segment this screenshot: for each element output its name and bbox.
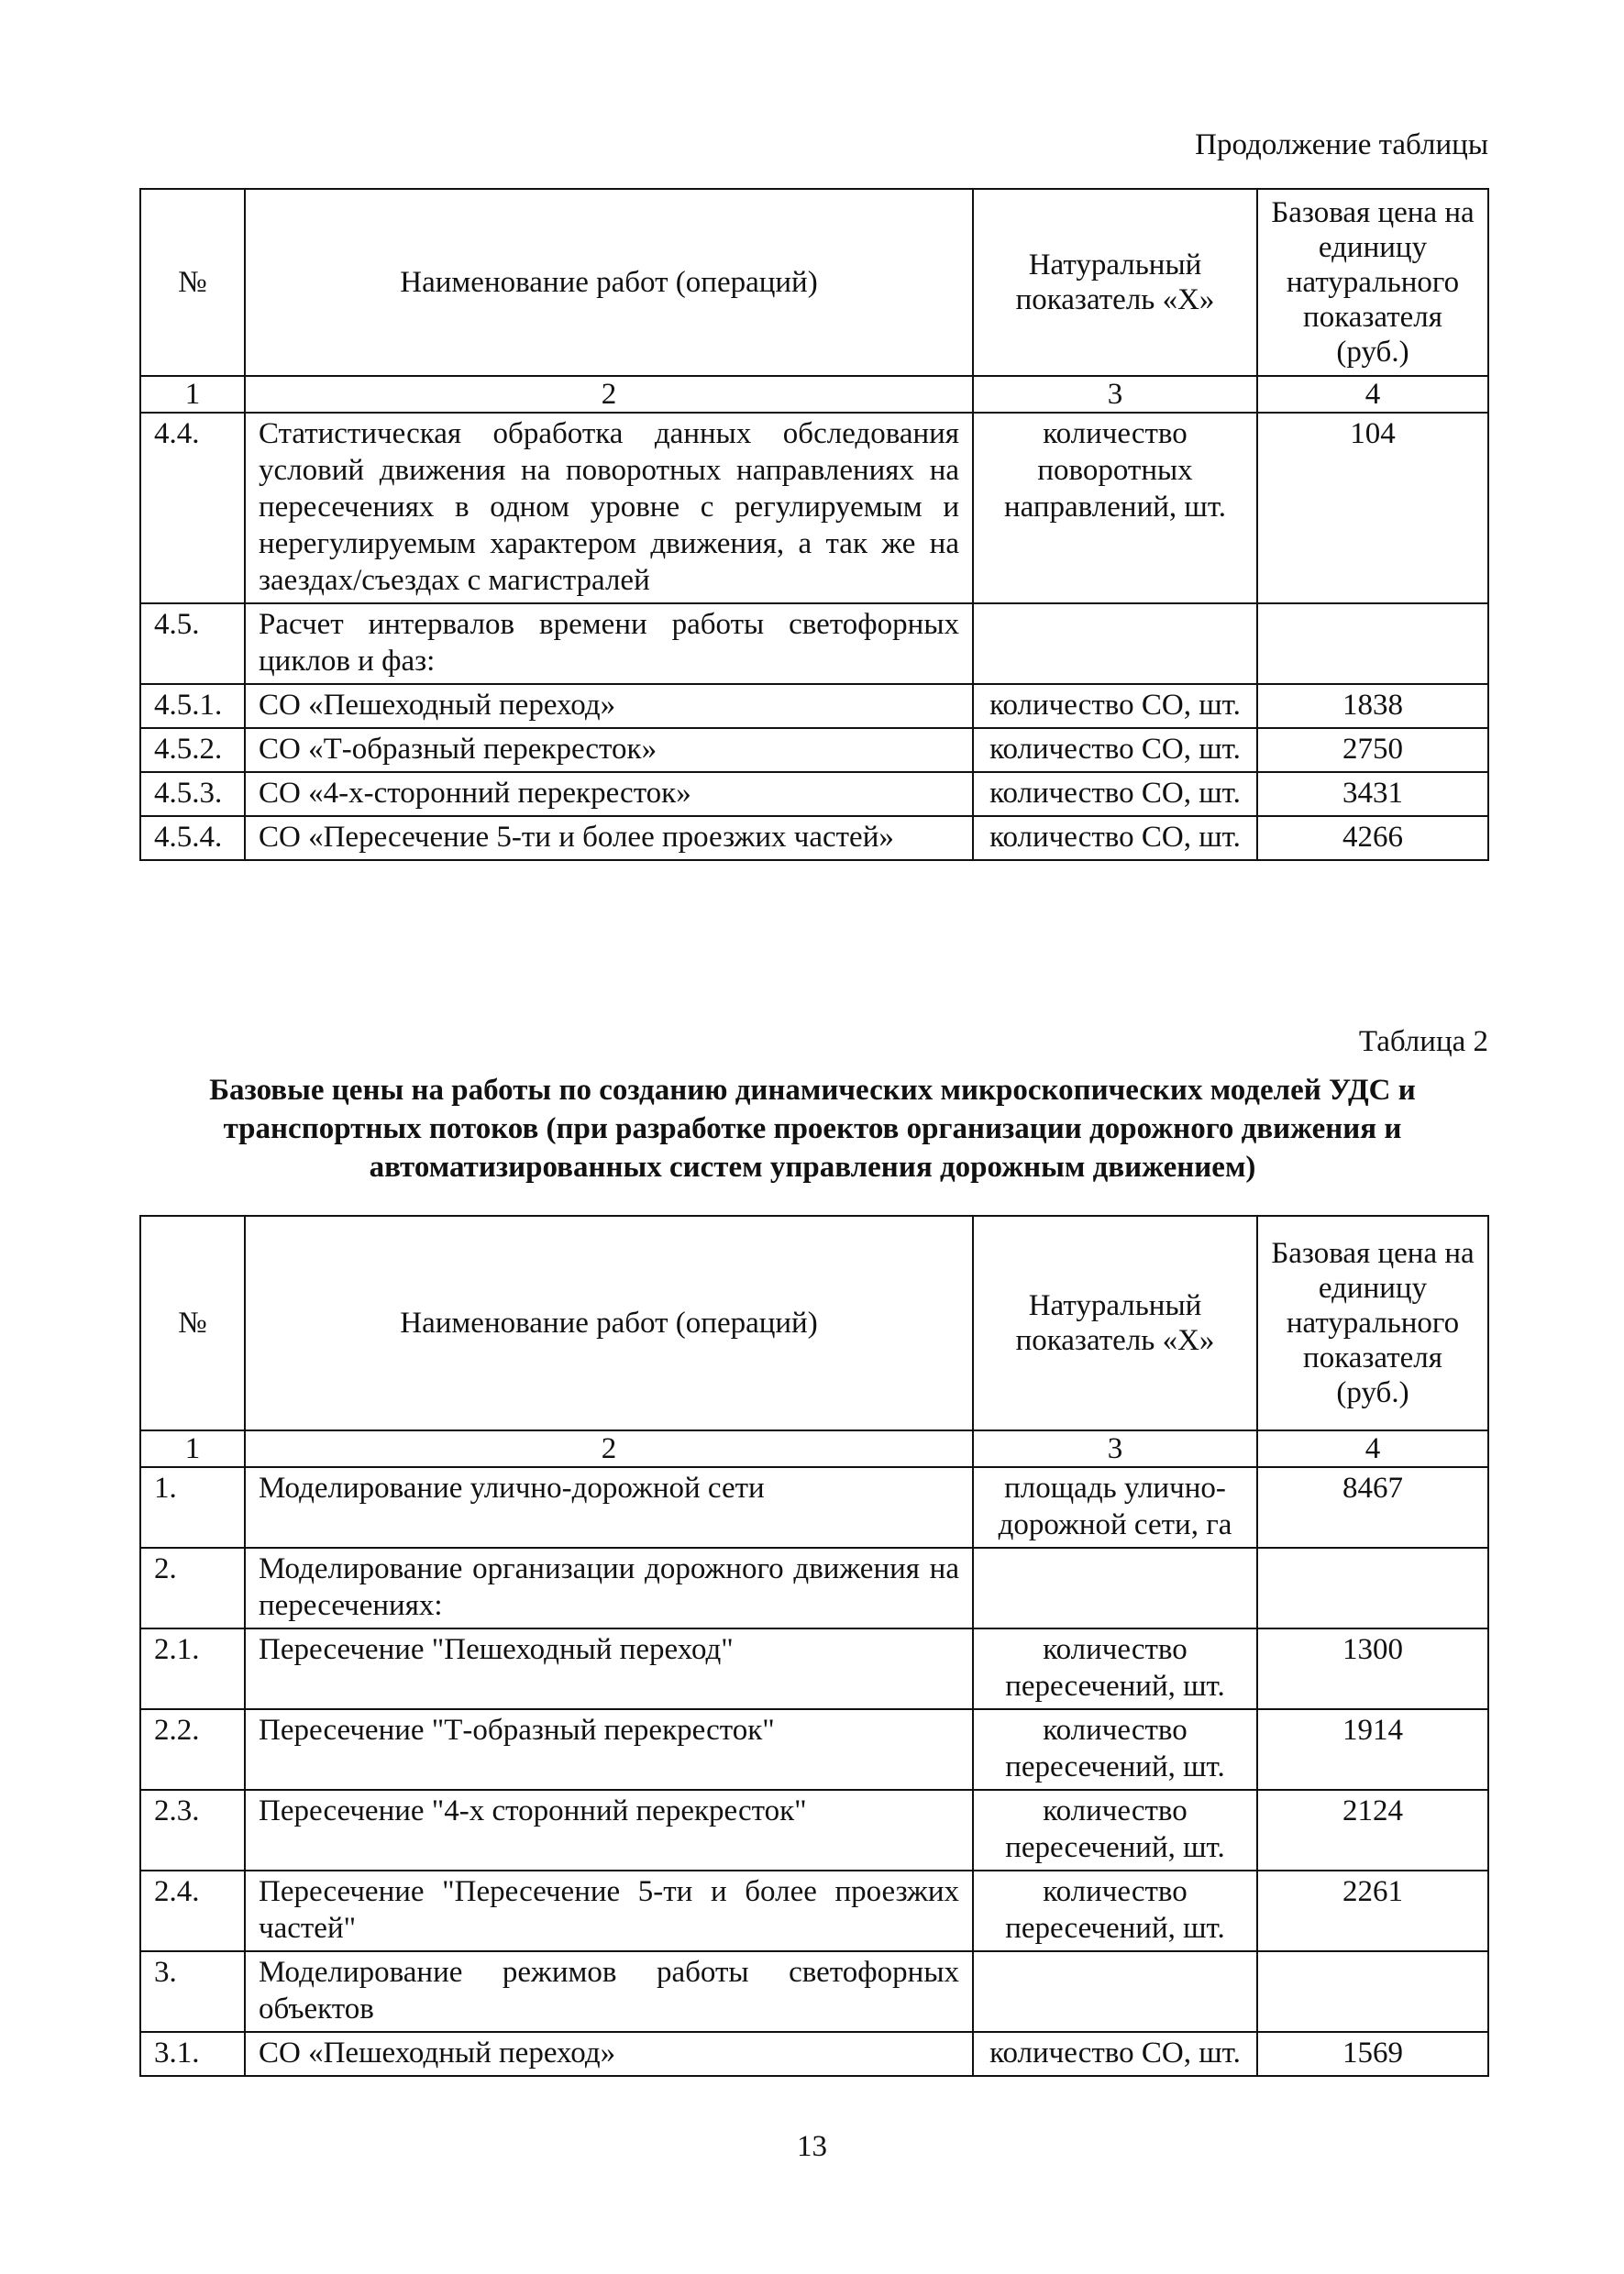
column-number: 1 bbox=[140, 376, 245, 413]
row-work-name: СО «4-х-сторонний перекресток» bbox=[245, 772, 973, 816]
row-natural-indicator: площадь улично-дорожной сети, га bbox=[973, 1467, 1257, 1548]
row-number: 4.5.3. bbox=[140, 772, 245, 816]
table-1-continued bbox=[139, 188, 1489, 861]
table-header-row bbox=[140, 1216, 1488, 1430]
table-row bbox=[140, 1871, 1488, 1951]
table-row bbox=[140, 1548, 1488, 1628]
row-natural-indicator bbox=[973, 1951, 1257, 2032]
header-natural-indicator: Натуральный показатель «X» bbox=[973, 1216, 1257, 1430]
column-number: 2 bbox=[245, 376, 973, 413]
table-header-row bbox=[140, 189, 1488, 376]
row-base-price: 1914 bbox=[1257, 1709, 1488, 1790]
column-number: 1 bbox=[140, 1430, 245, 1467]
row-natural-indicator: количество пересечений, шт. bbox=[973, 1871, 1257, 1951]
row-natural-indicator: количество СО, шт. bbox=[973, 816, 1257, 860]
table-2 bbox=[139, 1215, 1489, 2077]
table-row bbox=[140, 1709, 1488, 1790]
row-work-name: Пересечение "Пешеходный переход" bbox=[245, 1628, 973, 1709]
row-work-name: СО «Пересечение 5-ти и более проезжих частей» bbox=[245, 816, 973, 860]
header-number: № bbox=[140, 1216, 245, 1430]
row-number: 2.1. bbox=[140, 1628, 245, 1709]
row-work-name: Моделирование режимов работы светофорных объектов bbox=[245, 1951, 973, 2032]
row-base-price: 1838 bbox=[1257, 684, 1488, 728]
header-number: № bbox=[140, 189, 245, 376]
row-base-price bbox=[1257, 1951, 1488, 2032]
row-number: 4.5.2. bbox=[140, 728, 245, 772]
row-number: 4.5.1. bbox=[140, 684, 245, 728]
row-work-name: СО «Пешеходный переход» bbox=[245, 684, 973, 728]
row-base-price: 104 bbox=[1257, 413, 1488, 603]
header-base-price: Базовая цена на единицу натурального показателя (руб.) bbox=[1257, 189, 1488, 376]
table-row bbox=[140, 1467, 1488, 1548]
header-work-name: Наименование работ (операций) bbox=[245, 189, 973, 376]
row-base-price bbox=[1257, 603, 1488, 684]
row-number: 2.2. bbox=[140, 1709, 245, 1790]
row-natural-indicator: количество пересечений, шт. bbox=[973, 1628, 1257, 1709]
row-base-price bbox=[1257, 1548, 1488, 1628]
table-row bbox=[140, 684, 1488, 728]
table-2-label: Таблица 2 bbox=[1358, 1025, 1488, 1058]
row-number: 3. bbox=[140, 1951, 245, 2032]
row-number: 4.5. bbox=[140, 603, 245, 684]
table-row bbox=[140, 1790, 1488, 1871]
row-work-name: СО «Пешеходный переход» bbox=[245, 2032, 973, 2076]
row-work-name: Моделирование улично-дорожной сети bbox=[245, 1467, 973, 1548]
row-natural-indicator: количество поворотных направлений, шт. bbox=[973, 413, 1257, 603]
table-row bbox=[140, 413, 1488, 603]
row-base-price: 2124 bbox=[1257, 1790, 1488, 1871]
row-work-name: Пересечение "Т-образный перекресток" bbox=[245, 1709, 973, 1790]
table-row bbox=[140, 772, 1488, 816]
row-base-price: 2750 bbox=[1257, 728, 1488, 772]
row-number: 4.5.4. bbox=[140, 816, 245, 860]
table-row bbox=[140, 1628, 1488, 1709]
column-numbers-row bbox=[140, 1430, 1488, 1467]
header-natural-indicator: Натуральный показатель «X» bbox=[973, 189, 1257, 376]
row-base-price: 2261 bbox=[1257, 1871, 1488, 1951]
table-2-heading: Базовые цены на работы по созданию динамических микроскопических моделей УДС и транспортных потоков (при разработке проектов организации дорожного движения и автоматизированных систем управления дорожным движением) bbox=[209, 1074, 1416, 1184]
table-row bbox=[140, 603, 1488, 684]
row-natural-indicator: количество СО, шт. bbox=[973, 684, 1257, 728]
column-number: 4 bbox=[1257, 376, 1488, 413]
row-number: 1. bbox=[140, 1467, 245, 1548]
table-row bbox=[140, 816, 1488, 860]
column-number: 4 bbox=[1257, 1430, 1488, 1467]
row-base-price: 4266 bbox=[1257, 816, 1488, 860]
header-base-price: Базовая цена на единицу натурального показателя (руб.) bbox=[1257, 1216, 1488, 1430]
row-number: 3.1. bbox=[140, 2032, 245, 2076]
row-work-name: Статистическая обработка данных обследования условий движения на поворотных направлениях на пересечениях в одном уровне с регулируемым и нерегулируемым характером движения, а так же на заездах/съездах с магистралей bbox=[245, 413, 973, 603]
column-numbers-row bbox=[140, 376, 1488, 413]
row-number: 2.3. bbox=[140, 1790, 245, 1871]
row-work-name: СО «Т-образный перекресток» bbox=[245, 728, 973, 772]
table-row bbox=[140, 2032, 1488, 2076]
row-work-name: Пересечение "Пересечение 5-ти и более проезжих частей" bbox=[245, 1871, 973, 1951]
row-number: 2. bbox=[140, 1548, 245, 1628]
column-number: 3 bbox=[973, 1430, 1257, 1467]
row-natural-indicator: количество СО, шт. bbox=[973, 728, 1257, 772]
row-base-price: 3431 bbox=[1257, 772, 1488, 816]
row-base-price: 8467 bbox=[1257, 1467, 1488, 1548]
table-continued-label: Продолжение таблицы bbox=[1195, 128, 1488, 161]
row-work-name: Пересечение "4-х сторонний перекресток" bbox=[245, 1790, 973, 1871]
row-number: 4.4. bbox=[140, 413, 245, 603]
row-natural-indicator: количество СО, шт. bbox=[973, 772, 1257, 816]
table-row bbox=[140, 728, 1488, 772]
page-number: 13 bbox=[797, 2130, 827, 2163]
row-work-name: Моделирование организации дорожного движения на пересечениях: bbox=[245, 1548, 973, 1628]
row-natural-indicator bbox=[973, 603, 1257, 684]
row-natural-indicator bbox=[973, 1548, 1257, 1628]
column-number: 3 bbox=[973, 376, 1257, 413]
row-natural-indicator: количество СО, шт. bbox=[973, 2032, 1257, 2076]
row-number: 2.4. bbox=[140, 1871, 245, 1951]
table-row bbox=[140, 1951, 1488, 2032]
row-work-name: Расчет интервалов времени работы светофорных циклов и фаз: bbox=[245, 603, 973, 684]
row-base-price: 1569 bbox=[1257, 2032, 1488, 2076]
column-number: 2 bbox=[245, 1430, 973, 1467]
header-work-name: Наименование работ (операций) bbox=[245, 1216, 973, 1430]
row-base-price: 1300 bbox=[1257, 1628, 1488, 1709]
row-natural-indicator: количество пересечений, шт. bbox=[973, 1709, 1257, 1790]
row-natural-indicator: количество пересечений, шт. bbox=[973, 1790, 1257, 1871]
